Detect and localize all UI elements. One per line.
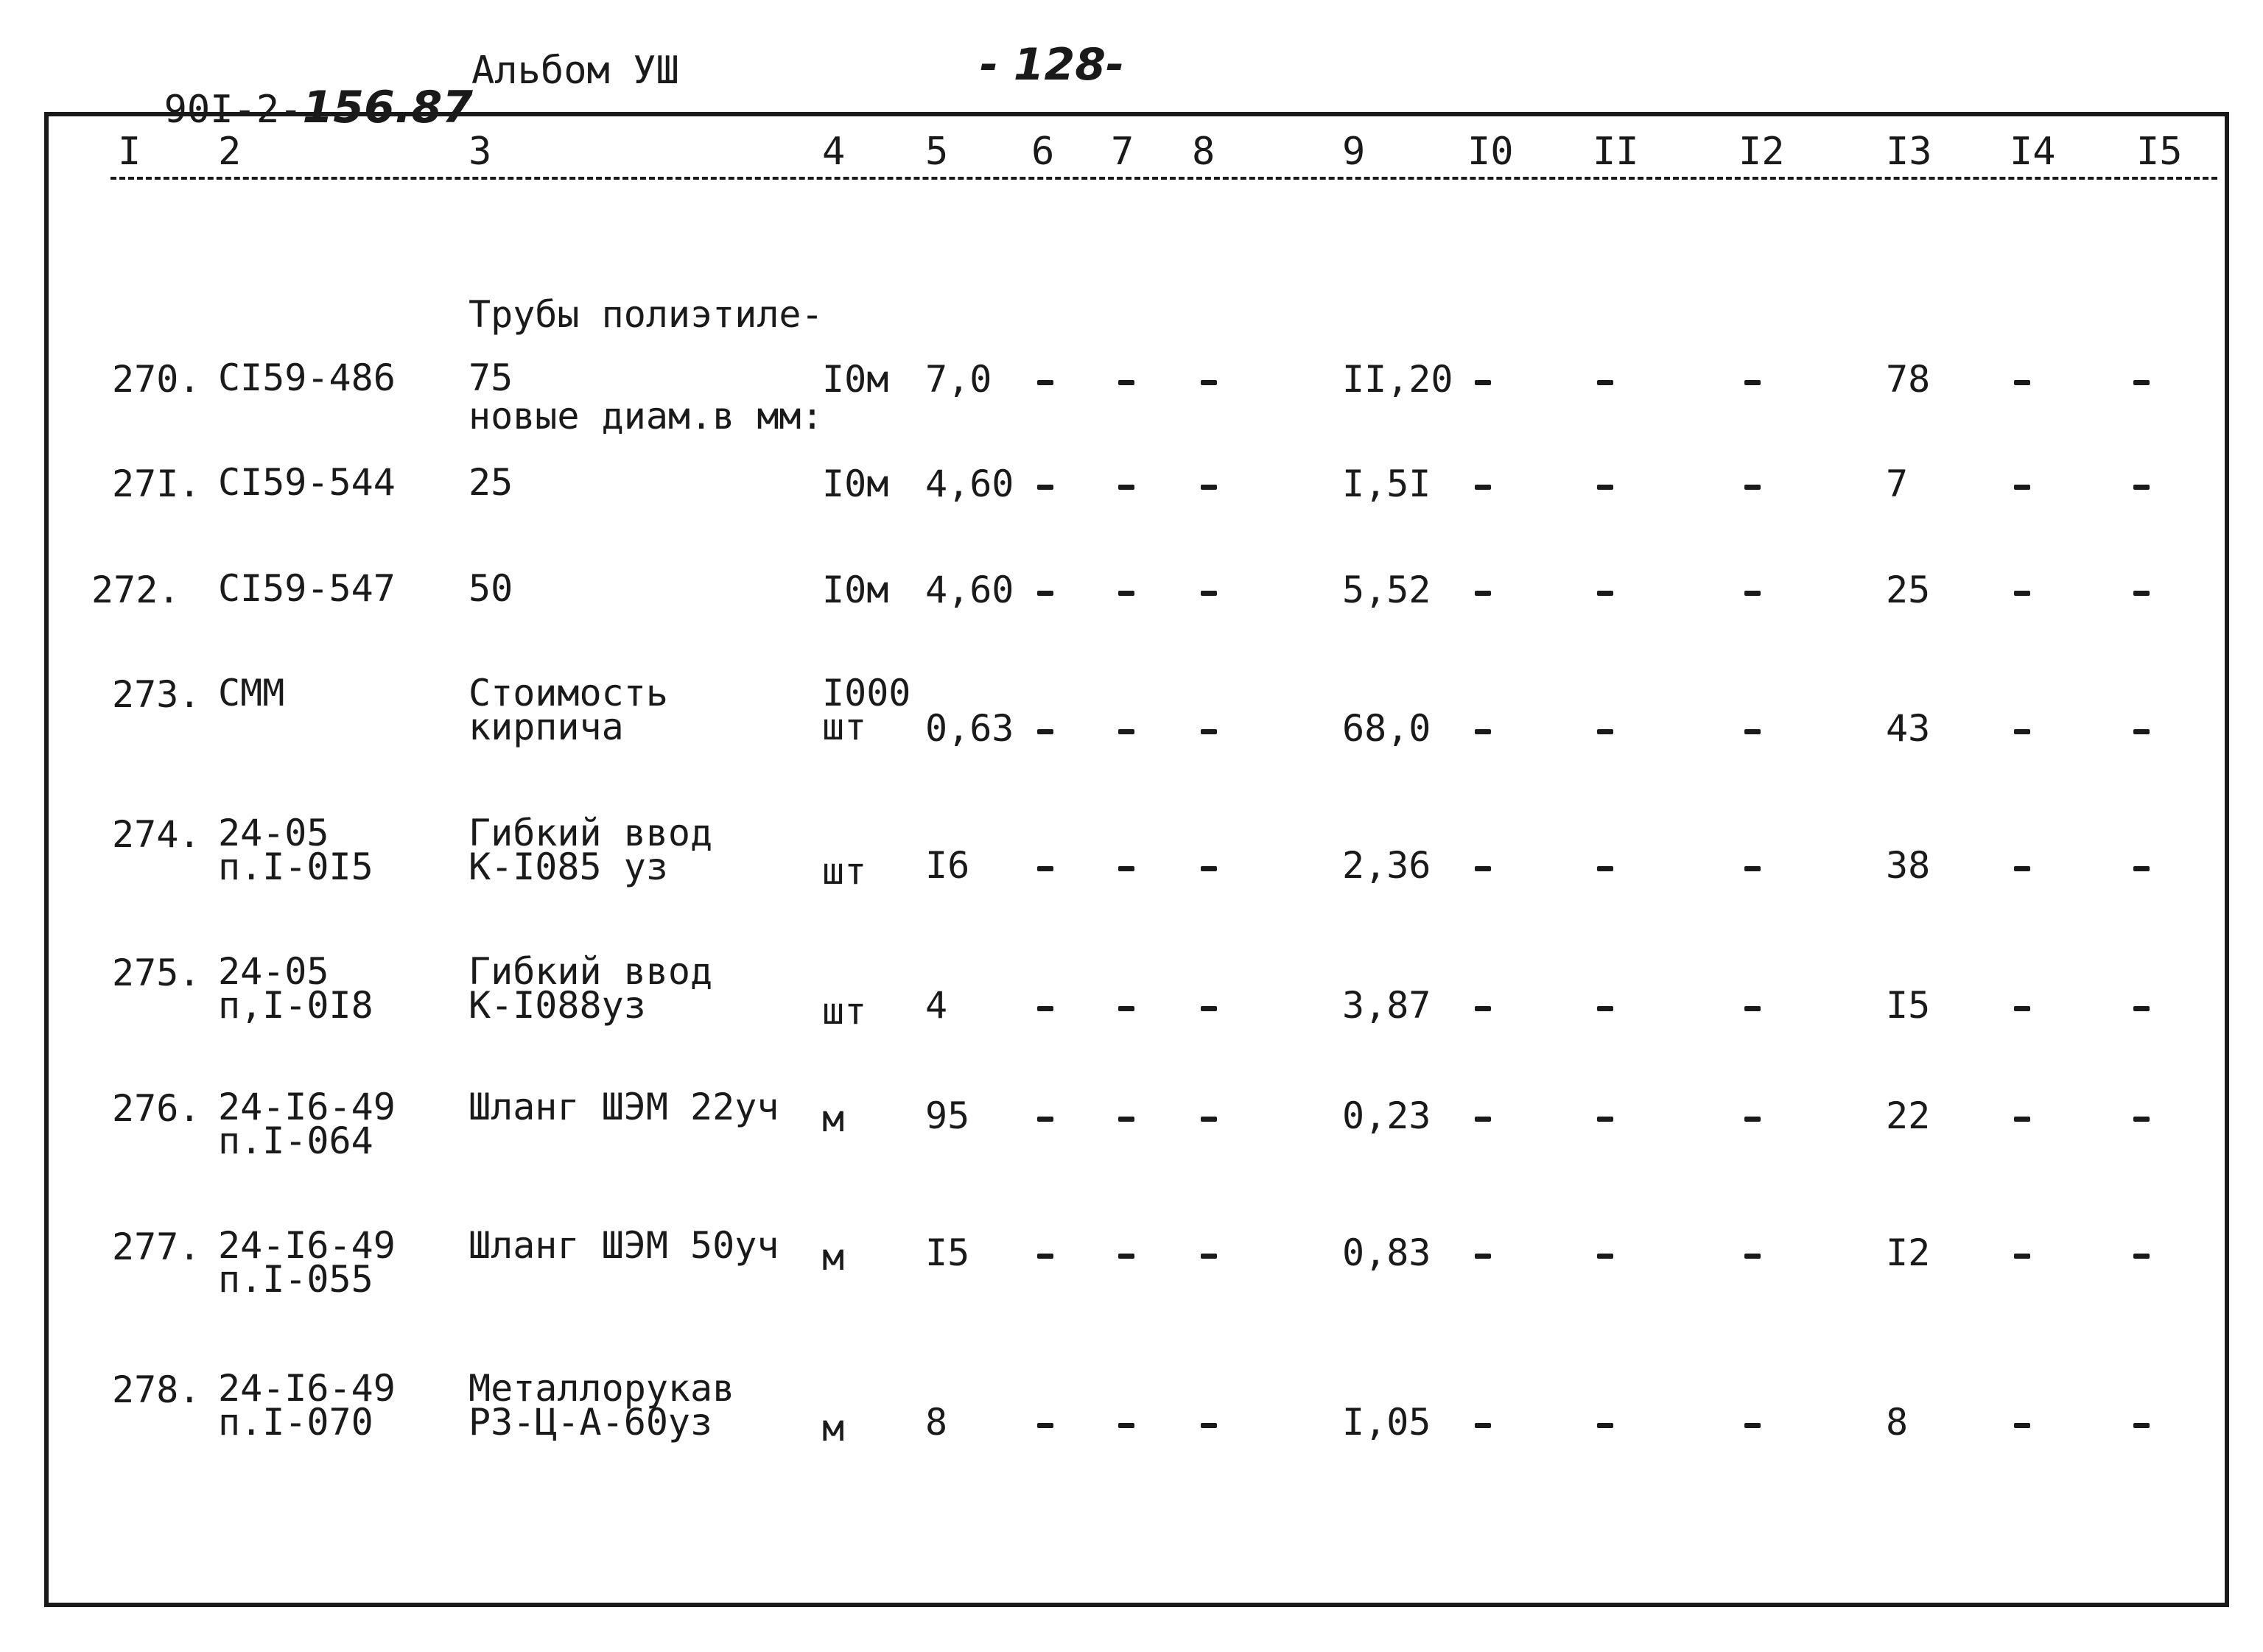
- row-col5: 95: [925, 1094, 970, 1137]
- section-title-line-1: Трубы полиэтиле-: [469, 293, 824, 336]
- empty-cell-dash: [1475, 729, 1491, 734]
- row-col5: I5: [925, 1231, 970, 1274]
- empty-cell-dash: [1744, 1117, 1761, 1122]
- row-name: 75: [469, 356, 513, 399]
- empty-cell-dash: [1201, 866, 1217, 871]
- column-number: 8: [1192, 130, 1215, 174]
- empty-cell-dash: [1201, 485, 1217, 490]
- document-code-prefix: 90I-2-: [164, 88, 303, 132]
- row-code: п.I-0I5: [218, 846, 373, 888]
- empty-cell-dash: [1475, 485, 1491, 490]
- empty-cell-dash: [2133, 1423, 2150, 1428]
- empty-cell-dash: [1597, 1254, 1613, 1259]
- empty-cell-dash: [1475, 591, 1491, 596]
- empty-cell-dash: [1475, 1006, 1491, 1011]
- empty-cell-dash: [1118, 1117, 1134, 1122]
- page-number: - 128-: [980, 39, 1124, 91]
- empty-cell-dash: [1037, 1117, 1053, 1122]
- row-col13: I2: [1886, 1231, 1931, 1274]
- empty-cell-dash: [1744, 729, 1761, 734]
- row-name: Металлорукав: [469, 1367, 735, 1410]
- empty-cell-dash: [1744, 485, 1761, 490]
- row-name: Стоимость: [469, 672, 668, 714]
- empty-cell-dash: [1037, 591, 1053, 596]
- empty-cell-dash: [1475, 1423, 1491, 1428]
- row-code: 24-I6-49: [218, 1224, 396, 1267]
- empty-cell-dash: [1597, 729, 1613, 734]
- header-divider: [110, 177, 2217, 180]
- empty-cell-dash: [1201, 729, 1217, 734]
- empty-cell-dash: [1597, 1117, 1613, 1122]
- row-col9: 0,23: [1342, 1094, 1431, 1137]
- empty-cell-dash: [1118, 866, 1134, 871]
- row-number: 270.: [112, 358, 201, 401]
- row-col9: II,20: [1342, 358, 1453, 401]
- row-col5: 0,63: [925, 707, 1014, 750]
- empty-cell-dash: [1118, 1254, 1134, 1259]
- row-name: Шланг ШЭМ 50уч: [469, 1224, 779, 1267]
- empty-cell-dash: [1118, 729, 1134, 734]
- row-code: п.I-064: [218, 1120, 373, 1162]
- row-number: 274.: [112, 813, 201, 856]
- empty-cell-dash: [1037, 485, 1053, 490]
- row-name: кирпича: [469, 706, 624, 748]
- empty-cell-dash: [2014, 866, 2030, 871]
- empty-cell-dash: [1201, 591, 1217, 596]
- empty-cell-dash: [1118, 591, 1134, 596]
- row-name: Гибкий ввод: [469, 812, 713, 854]
- empty-cell-dash: [1037, 729, 1053, 734]
- empty-cell-dash: [1597, 1006, 1613, 1011]
- column-number: 5: [925, 130, 949, 174]
- row-number: 272.: [91, 569, 180, 611]
- row-name: 25: [469, 461, 513, 504]
- empty-cell-dash: [1201, 1006, 1217, 1011]
- row-code: 24-I6-49: [218, 1086, 396, 1128]
- row-col9: 0,83: [1342, 1231, 1431, 1274]
- empty-cell-dash: [1744, 866, 1761, 871]
- column-number: 7: [1111, 130, 1134, 174]
- row-number: 278.: [112, 1368, 201, 1411]
- column-number: I5: [2136, 130, 2183, 174]
- empty-cell-dash: [1475, 866, 1491, 871]
- empty-cell-dash: [1475, 1117, 1491, 1122]
- row-col13: 43: [1886, 707, 1931, 750]
- album-label: Альбом УШ: [471, 49, 679, 93]
- row-col5: 8: [925, 1401, 948, 1444]
- empty-cell-dash: [1597, 1423, 1613, 1428]
- empty-cell-dash: [1744, 380, 1761, 385]
- row-code: 24-05: [218, 950, 329, 993]
- row-name: Гибкий ввод: [469, 950, 713, 993]
- empty-cell-dash: [2133, 1254, 2150, 1259]
- empty-cell-dash: [2014, 1006, 2030, 1011]
- row-unit: м: [822, 1097, 845, 1140]
- empty-cell-dash: [1037, 1254, 1053, 1259]
- row-number: 276.: [112, 1087, 201, 1130]
- row-col13: 7: [1886, 463, 1909, 505]
- empty-cell-dash: [1475, 380, 1491, 385]
- row-col9: I,05: [1342, 1401, 1431, 1444]
- row-unit: I0м: [822, 463, 889, 505]
- empty-cell-dash: [1597, 591, 1613, 596]
- column-number: I3: [1886, 130, 1932, 174]
- empty-cell-dash: [1475, 1254, 1491, 1259]
- section-title: [469, 230, 824, 467]
- row-col9: 2,36: [1342, 844, 1431, 887]
- row-col9: 68,0: [1342, 707, 1431, 750]
- row-col13: 38: [1886, 844, 1931, 887]
- column-number: I2: [1739, 130, 1785, 174]
- empty-cell-dash: [1118, 380, 1134, 385]
- empty-cell-dash: [2133, 866, 2150, 871]
- empty-cell-dash: [2133, 1006, 2150, 1011]
- row-unit: м: [822, 1407, 845, 1449]
- empty-cell-dash: [1597, 866, 1613, 871]
- empty-cell-dash: [1037, 1423, 1053, 1428]
- empty-cell-dash: [2014, 1117, 2030, 1122]
- empty-cell-dash: [2014, 1423, 2030, 1428]
- row-unit: шт: [822, 850, 867, 893]
- empty-cell-dash: [1037, 380, 1053, 385]
- row-col5: 4,60: [925, 569, 1014, 611]
- empty-cell-dash: [2133, 591, 2150, 596]
- column-number: I: [118, 130, 141, 174]
- row-number: 27I.: [112, 463, 201, 505]
- row-number: 273.: [112, 673, 201, 716]
- row-col13: 22: [1886, 1094, 1931, 1137]
- empty-cell-dash: [1597, 485, 1613, 490]
- empty-cell-dash: [1118, 485, 1134, 490]
- column-number: 9: [1342, 130, 1366, 174]
- row-code: СММ: [218, 672, 285, 714]
- empty-cell-dash: [2133, 380, 2150, 385]
- empty-cell-dash: [2014, 591, 2030, 596]
- empty-cell-dash: [1744, 1254, 1761, 1259]
- row-col5: I6: [925, 844, 970, 887]
- row-col9: 5,52: [1342, 569, 1431, 611]
- row-col5: 4,60: [925, 463, 1014, 505]
- empty-cell-dash: [2133, 1117, 2150, 1122]
- row-col5: 7,0: [925, 358, 992, 401]
- row-col13: 8: [1886, 1401, 1909, 1444]
- empty-cell-dash: [1744, 1423, 1761, 1428]
- row-code: CI59-547: [218, 567, 396, 610]
- row-name: РЗ-Ц-А-60уз: [469, 1401, 713, 1444]
- empty-cell-dash: [2014, 380, 2030, 385]
- empty-cell-dash: [1201, 380, 1217, 385]
- empty-cell-dash: [1037, 866, 1053, 871]
- row-name: 50: [469, 567, 513, 610]
- row-unit: I0м: [822, 358, 889, 401]
- empty-cell-dash: [2014, 729, 2030, 734]
- empty-cell-dash: [1744, 1006, 1761, 1011]
- empty-cell-dash: [1201, 1423, 1217, 1428]
- row-col9: 3,87: [1342, 984, 1431, 1027]
- row-unit: I0м: [822, 569, 889, 611]
- row-code: CI59-544: [218, 461, 396, 504]
- row-code: 24-I6-49: [218, 1367, 396, 1410]
- empty-cell-dash: [2014, 1254, 2030, 1259]
- row-unit: м: [822, 1236, 845, 1279]
- row-col13: 78: [1886, 358, 1931, 401]
- row-unit: I000: [822, 672, 911, 714]
- row-code: п.I-055: [218, 1258, 373, 1301]
- empty-cell-dash: [2014, 485, 2030, 490]
- section-title-line-2: новые диам.в мм:: [469, 395, 824, 437]
- row-code: п.I-070: [218, 1401, 373, 1444]
- row-name: Шланг ШЭМ 22уч: [469, 1086, 779, 1128]
- empty-cell-dash: [2133, 729, 2150, 734]
- row-col9: I,5I: [1342, 463, 1431, 505]
- row-unit: шт: [822, 706, 867, 748]
- column-number: 3: [469, 130, 492, 174]
- column-number: 6: [1031, 130, 1055, 174]
- empty-cell-dash: [1201, 1117, 1217, 1122]
- row-code: 24-05: [218, 812, 329, 854]
- empty-cell-dash: [1744, 591, 1761, 596]
- empty-cell-dash: [1201, 1254, 1217, 1259]
- row-unit: шт: [822, 990, 867, 1033]
- column-number: 2: [218, 130, 242, 174]
- column-number: 4: [822, 130, 846, 174]
- row-col13: 25: [1886, 569, 1931, 611]
- empty-cell-dash: [1597, 380, 1613, 385]
- row-code: п,I-0I8: [218, 984, 373, 1027]
- row-number: 277.: [112, 1226, 201, 1268]
- empty-cell-dash: [2133, 485, 2150, 490]
- column-number: I4: [2010, 130, 2056, 174]
- empty-cell-dash: [1118, 1006, 1134, 1011]
- row-name: К-I085 уз: [469, 846, 668, 888]
- row-name: К-I088уз: [469, 984, 646, 1027]
- row-code: CI59-486: [218, 356, 396, 399]
- empty-cell-dash: [1118, 1423, 1134, 1428]
- document-code-handwritten: 156.87: [302, 82, 474, 133]
- column-number: II: [1593, 130, 1639, 174]
- empty-cell-dash: [1037, 1006, 1053, 1011]
- column-number: I0: [1467, 130, 1514, 174]
- row-col13: I5: [1886, 984, 1931, 1027]
- row-col5: 4: [925, 984, 948, 1027]
- row-number: 275.: [112, 952, 201, 994]
